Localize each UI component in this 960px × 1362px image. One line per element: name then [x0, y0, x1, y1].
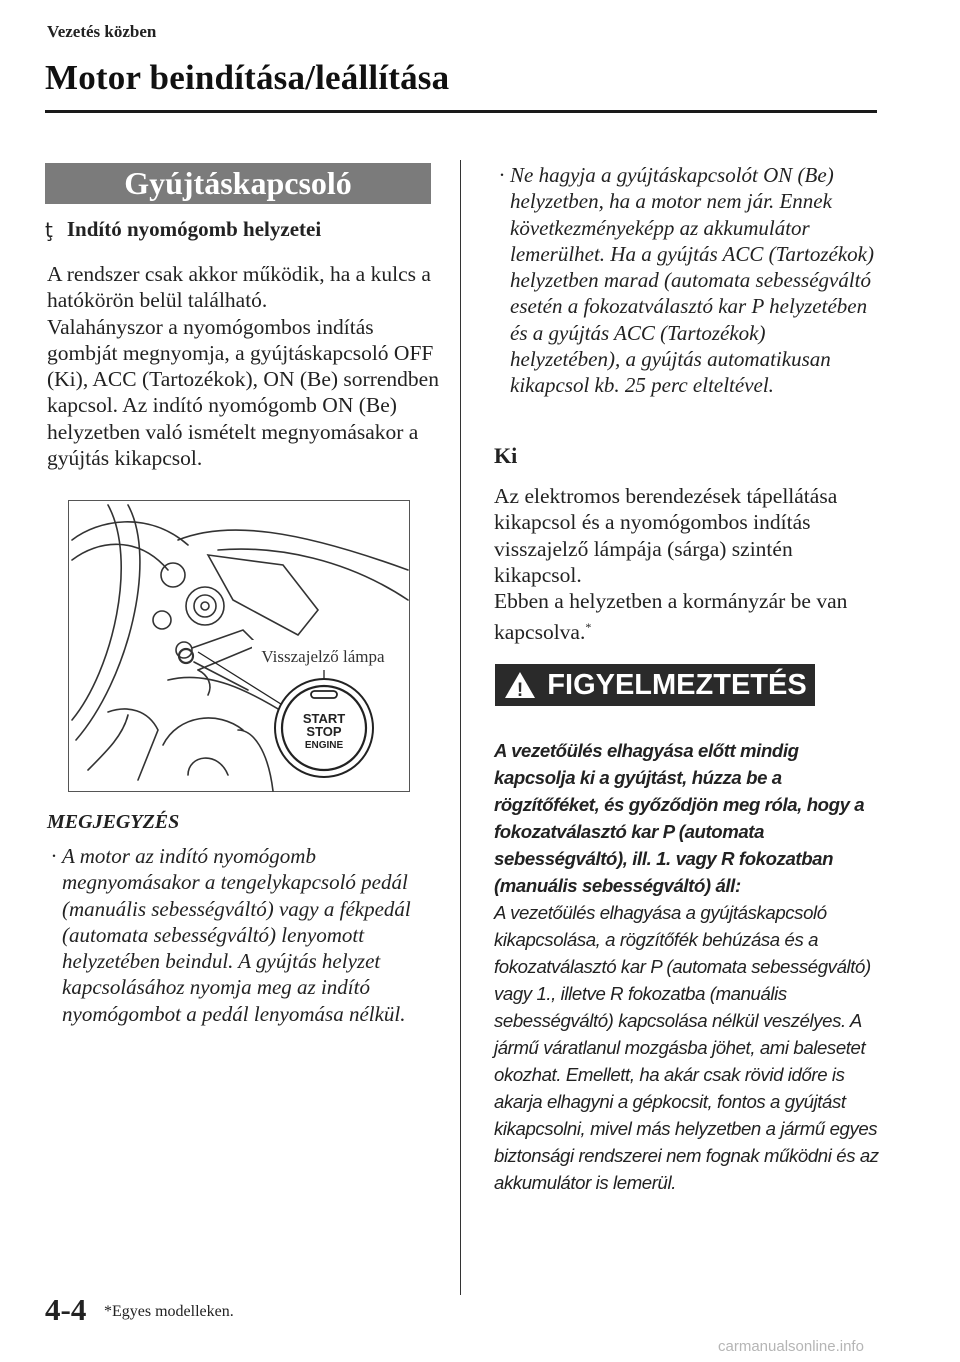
- section-label: Vezetés közben: [47, 22, 157, 41]
- footnote-mark: *: [585, 620, 592, 635]
- callout-label: Visszajelző lámpa: [261, 647, 385, 666]
- footnote: *Egyes modelleken.: [104, 1303, 234, 1320]
- note-list: [46, 843, 441, 1027]
- list-item: [494, 162, 879, 399]
- ki-text: [494, 483, 884, 646]
- list-item: [46, 843, 441, 1027]
- dashboard-drawing: [68, 500, 410, 792]
- ki-heading: Ki: [494, 443, 518, 468]
- subheading-marker-icon: ţ: [45, 217, 53, 242]
- warning-badge-label: FIGYELMEZTETÉS: [547, 668, 807, 701]
- warning-badge: [495, 664, 815, 706]
- paragraph-text: Ebben a helyzetben a kormányzár be van kapcsolva.: [494, 589, 848, 645]
- title-rule: [45, 110, 877, 113]
- warning-triangle-icon: [503, 670, 537, 700]
- watermark: carmanualsonline.info: [718, 1338, 864, 1355]
- list-item-text: Ne hagyja a gyújtáskapcsolót ON (Be) helyzetben, ha a motor nem jár. Ennek következményeképp az akkumulátor lemerülhet. Ha a gyújtás ACC (Tartozékok) helyzetben marad (automata sebességváltó esetén a fokozatválasztó kar P helyzetében és a gyújtás ACC (Tartozékok) helyzetében), a gyújtás automatikusan kikapcsol kb. 25 perc elteltével.: [510, 163, 874, 398]
- button-label-engine: ENGINE: [304, 740, 344, 751]
- paragraph: [494, 588, 884, 646]
- warning-bold-text: A vezetőülés elhagyása előtt mindig kapcsolja ki a gyújtást, húzza be a rögzítőféket, és győződjön meg róla, hogy a fokozatválasztó kar P (automata sebességváltó), ill. 1. vagy R fokozatban (manuális sebességváltó) áll:: [494, 740, 865, 896]
- paragraph: A rendszer csak akkor működik, ha a kulcs a hatókörön belül található.: [47, 262, 431, 313]
- button-label-start: START: [302, 711, 346, 726]
- warning-text: [494, 737, 882, 1196]
- paragraph: Valahányszor a nyomógombos indítás gombját megnyomja, a gyújtáskapcsoló OFF (Ki), ACC (Tartozékok), ON (Be) sorrendben kapcsol. Az indító nyomógomb ON (Be) helyzetben való ismételt megnyomásakor a gyújtás kikapcsol.: [47, 314, 439, 471]
- column-divider: [460, 160, 461, 1295]
- dashboard-illustration: [68, 500, 410, 792]
- note-heading: MEGJEGYZÉS: [47, 811, 180, 833]
- bullet: ·: [498, 163, 506, 187]
- paragraph: Az elektromos berendezések tápellátása kikapcsol és a nyomógombos indítás visszajelző lámpája (sárga) szintén kikapcsol.: [494, 484, 838, 587]
- page-title: Motor beindítása/leállítása: [45, 58, 450, 97]
- bullet: ·: [50, 844, 58, 868]
- section-banner: Gyújtáskapcsoló: [45, 163, 431, 204]
- intro-text: [47, 261, 447, 471]
- warning-symbol: !: [517, 680, 524, 700]
- button-label-stop: STOP: [306, 724, 342, 739]
- page-number: 4-4: [45, 1292, 87, 1327]
- subheading: [45, 217, 321, 242]
- subheading-text: Indító nyomógomb helyzetei: [66, 217, 322, 241]
- list-item-text: A motor az indító nyomógomb megnyomásakor a tengelykapcsoló pedál (manuális sebességváltó) vagy a fékpedál (automata sebességváltó) lenyomott helyzetében beindul. A gyújtás helyzet kapcsolásához nyomja meg az indító nyomógombot a pedál lenyomása nélkül.: [62, 844, 411, 1026]
- warning-body-text: A vezetőülés elhagyása a gyújtáskapcsoló kikapcsolása, a rögzítőfék behúzása és a fokozatválasztó kar P (automata sebességváltó) vagy 1., illetve R fokozatba (manuális sebességváltó) kapcsolása nélkül veszélyes. A jármű váratlanul mozgásba jöhet, ami balesetet okozhat. Emellett, ha akár csak rövid időre is akarja elhagyni a gépkocsit, fontos a gyújtást kikapcsolni, mivel más helyzetben a jármű egyes biztonsági rendszerei nem fognak működni és az akkumulátor is lemerül.: [494, 902, 879, 1193]
- note-list-continued: [494, 162, 879, 399]
